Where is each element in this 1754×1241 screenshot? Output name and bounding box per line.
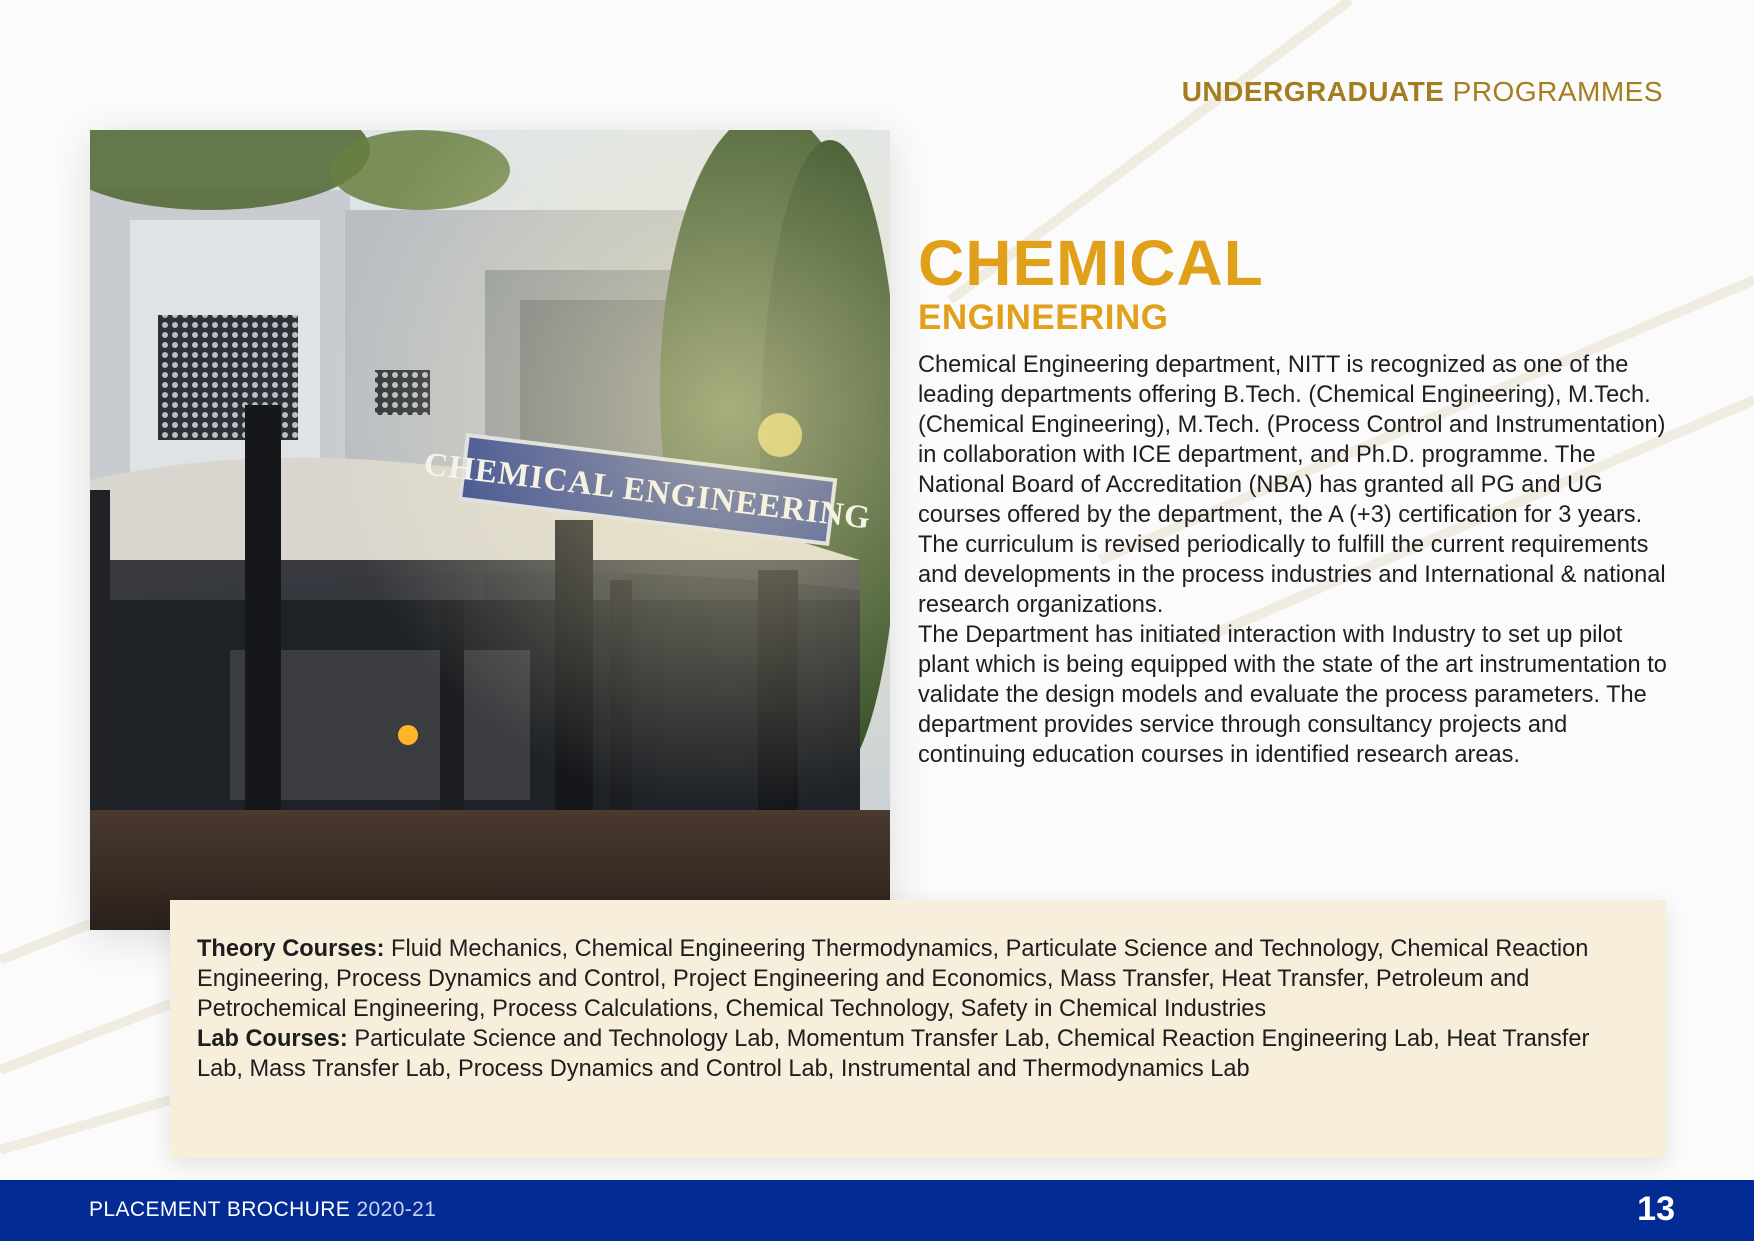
theory-courses-text: Fluid Mechanics, Chemical Engineering Thermodynamics, Particulate Science and Technology, Chemical Reaction Engineering, Process Dynamics and Control, Project Engineering and Economics, Mass Transfer, Heat Transfer, Petroleum and Petrochemical Engineering, Process Calculations, Chemical Technology, Safety in Chemical Industries xyxy=(197,936,1589,1022)
footer-year: 2020-21 xyxy=(356,1198,437,1221)
description-paragraph-1: Chemical Engineering department, NITT is recognized as one of the leading departments offering B.Tech. (Chemical Engineering), M.Tech. (Chemical Engineering), M.Tech. (Process Control and Instrumentation) in collaboration with ICE department, and Ph.D. programme. The National Board of Accreditation (NBA) has granted all PG and UG courses offered by the department, the A (+3) certification for 3 years. The curriculum is revised periodically to fulfill the current requirements and developments in the process industries and International & national research organizations. xyxy=(918,352,1666,618)
department-building-photo xyxy=(90,130,890,930)
department-description xyxy=(918,350,1670,770)
section-header xyxy=(1182,76,1663,108)
footer-label: PLACEMENT BROCHURE xyxy=(89,1198,351,1221)
section-header-rest: PROGRAMMES xyxy=(1452,76,1663,107)
department-title xyxy=(918,228,1264,338)
title-main: CHEMICAL xyxy=(918,227,1264,299)
lab-courses-text: Particulate Science and Technology Lab, Momentum Transfer Lab, Chemical Reaction Engineering Lab, Heat Transfer Lab, Mass Transfer Lab, Process Dynamics and Control Lab, Instrumental and Thermodynamics Lab xyxy=(197,1026,1590,1082)
footer-brochure-label xyxy=(89,1198,436,1222)
lab-courses-label: Lab Courses: xyxy=(197,1026,348,1052)
title-sub: ENGINEERING xyxy=(918,298,1169,337)
page-number: 13 xyxy=(1637,1190,1675,1228)
lab-courses xyxy=(197,1024,1639,1084)
theory-courses xyxy=(197,934,1639,1024)
description-paragraph-2: The Department has initiated interaction with Industry to set up pilot plant which is being equipped with the state of the art instrumentation to validate the design models and evaluate the process parameters. The department provides service through consultancy projects and continuing education courses in identified research areas. xyxy=(918,622,1667,768)
footer-bar xyxy=(0,1180,1754,1241)
theory-courses-label: Theory Courses: xyxy=(197,936,385,962)
courses-box xyxy=(170,900,1666,1158)
section-header-strong: UNDERGRADUATE xyxy=(1181,76,1445,107)
